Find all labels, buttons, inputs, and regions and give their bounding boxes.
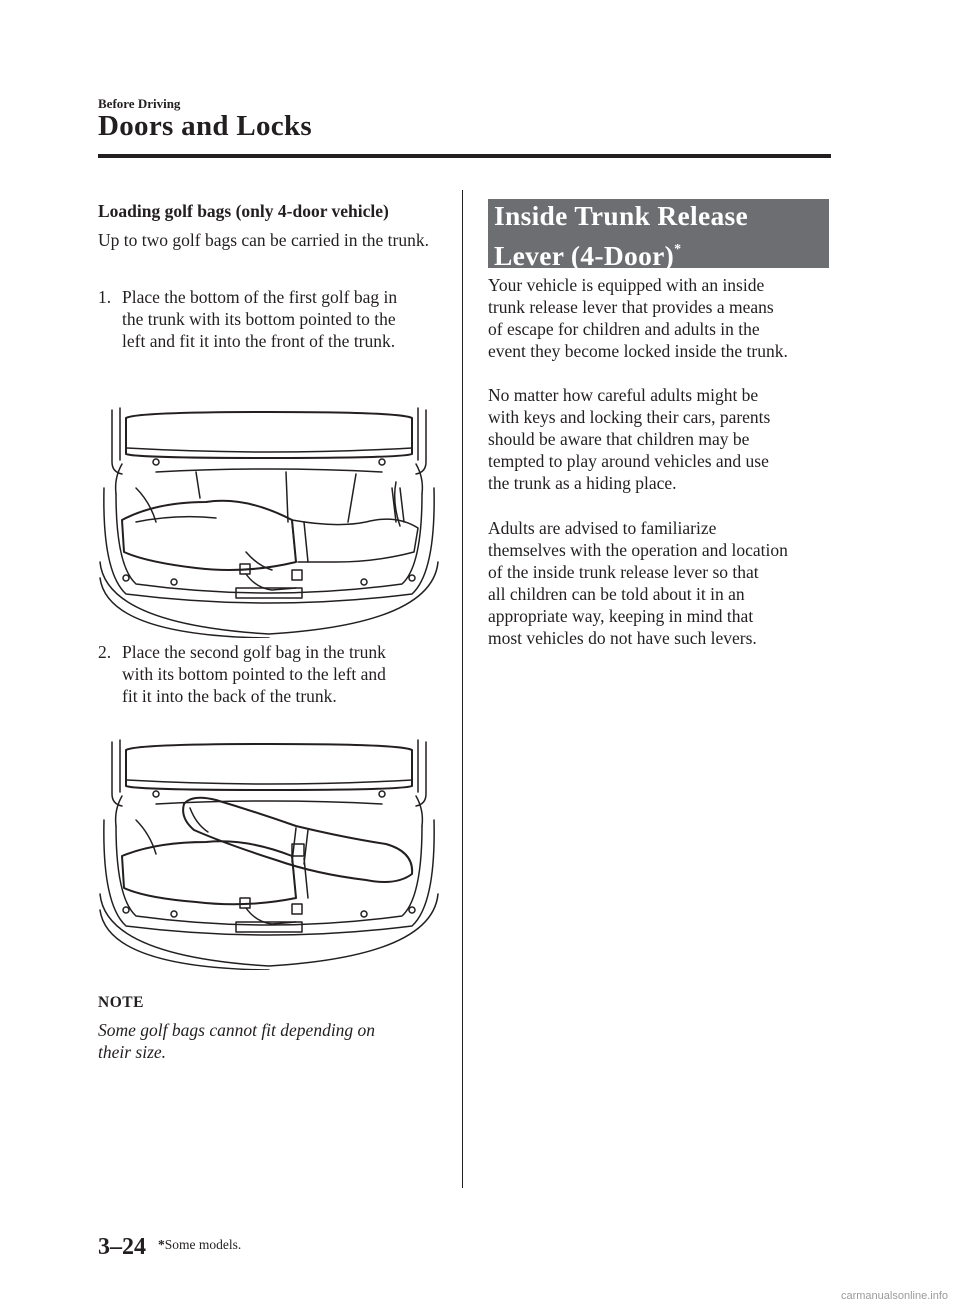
watermark: carmanualsonline.info bbox=[840, 1290, 948, 1302]
intro-text: Up to two golf bags can be carried in the trunk. bbox=[98, 230, 429, 250]
footnote-text: Some models. bbox=[164, 1237, 242, 1252]
footnote bbox=[158, 1237, 241, 1253]
paragraph-line: trunk release lever that provides a means bbox=[488, 297, 774, 317]
paragraph-line: most vehicles do not have such levers. bbox=[488, 628, 757, 648]
paragraph-line: of escape for children and adults in the bbox=[488, 319, 760, 339]
step-line: left and fit it into the front of the trunk. bbox=[122, 331, 396, 351]
section-label: Before Driving bbox=[98, 96, 181, 111]
note-text bbox=[98, 1019, 438, 1063]
paragraph-line: should be aware that children may be bbox=[488, 429, 750, 449]
note-label: NOTE bbox=[98, 994, 144, 1011]
paragraph-line: Adults are advised to familiarize bbox=[488, 518, 717, 538]
step-line: the trunk with its bottom pointed to the bbox=[122, 309, 396, 329]
step-number: 1. bbox=[98, 287, 112, 307]
step-line: with its bottom pointed to the left and bbox=[122, 664, 386, 684]
footnote-mark: * bbox=[158, 1237, 165, 1252]
page-number: 3–24 bbox=[98, 1234, 146, 1260]
step-line: Place the bottom of the first golf bag in bbox=[122, 287, 398, 307]
paragraph-line: appropriate way, keeping in mind that bbox=[488, 606, 754, 626]
heading-line: Lever (4-Door) bbox=[494, 240, 675, 271]
paragraph-line: event they become locked inside the trunk. bbox=[488, 341, 788, 361]
title-rule bbox=[98, 154, 831, 158]
paragraph-3 bbox=[488, 517, 833, 649]
paragraph-line: the trunk as a hiding place. bbox=[488, 473, 677, 493]
note-line: Some golf bags cannot fit depending on bbox=[98, 1020, 376, 1040]
paragraph-line: of the inside trunk release lever so that bbox=[488, 562, 759, 582]
some-models-mark: * bbox=[674, 242, 682, 257]
paragraph-line: themselves with the operation and location bbox=[488, 540, 788, 560]
paragraph-line: all children can be told about it in an bbox=[488, 584, 745, 604]
section-heading bbox=[488, 199, 829, 271]
paragraph-line: with keys and locking their cars, parents bbox=[488, 407, 771, 427]
heading-line: Inside Trunk Release bbox=[494, 200, 749, 231]
step-number: 2. bbox=[98, 642, 112, 662]
step-2 bbox=[98, 641, 438, 707]
step-line: fit it into the back of the trunk. bbox=[122, 686, 337, 706]
note-line: their size. bbox=[98, 1042, 167, 1062]
intro-paragraph bbox=[98, 229, 438, 251]
figure-trunk-second-bag bbox=[96, 734, 442, 970]
figure-trunk-first-bag bbox=[96, 402, 442, 638]
paragraph-line: No matter how careful adults might be bbox=[488, 385, 759, 405]
step-line: Place the second golf bag in the trunk bbox=[122, 642, 386, 662]
paragraph-2 bbox=[488, 384, 833, 494]
column-divider bbox=[462, 190, 463, 1188]
paragraph-line: tempted to play around vehicles and use bbox=[488, 451, 769, 471]
subheading: Loading golf bags (only 4-door vehicle) bbox=[98, 201, 389, 221]
paragraph-line: Your vehicle is equipped with an inside bbox=[488, 275, 765, 295]
page-title: Doors and Locks bbox=[98, 110, 312, 142]
step-1 bbox=[98, 286, 438, 352]
paragraph-1 bbox=[488, 274, 833, 362]
